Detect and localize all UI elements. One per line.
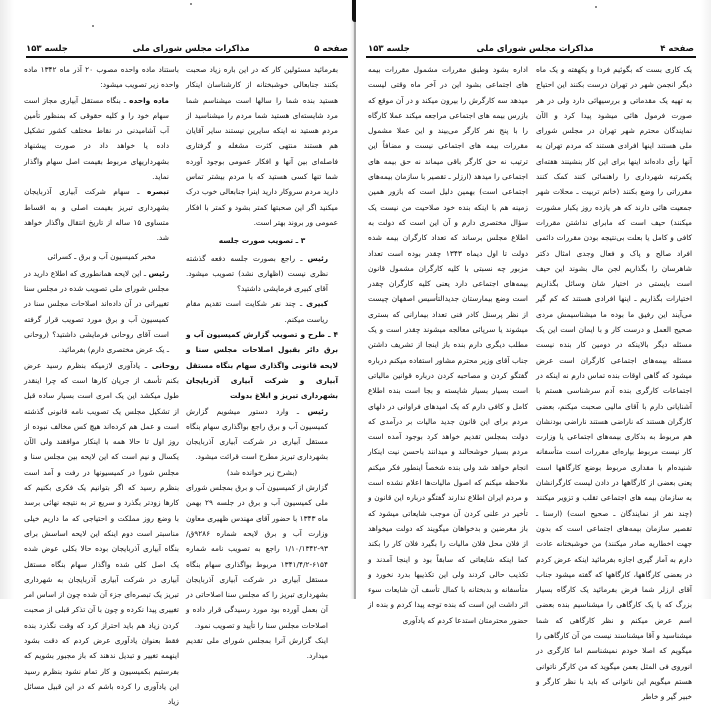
committee-report: گزارش از کمیسیون آب و برق بمجلس شورای ملی کمیسیون آب و برق در جلسه ۲۹ بهمن ماه ۱۳۴۳ با حضور آقای مهندس ظهیری معاون وزارت آب و برق لایحه شماره ۹۲۸۶ق/۹۳-۱/۱۰/۱۳۴۲ راجع به تصویب نامه شماره ۶۱۵۴-۱۳۴۱/۴/۲ مربوط بواگذاری سهام بنگاه مستقل آبیاری در شرکت آبیاری آذربایجان بشهرداری تبریز را که مجلس سنا اصلاحاتی در آن بعمل آورده بود مورد رسیدگی قرار داده و اصلاحات مجلس سنا را تأیید و تصویب نمود.: [186, 483, 329, 630]
left-page-column-left: [24, 62, 179, 709]
header-rule: [366, 56, 696, 58]
scan-speck: [190, 3, 192, 5]
scan-speck: [595, 6, 597, 8]
page-edge-shadow: [701, 0, 711, 599]
speaker-name: روحانی: [151, 360, 179, 370]
page-number: صفحه ۴: [660, 44, 694, 54]
right-page-header: [368, 40, 694, 54]
note-label: تبصره: [146, 187, 169, 197]
paragraph: بفرمائید مسئولین کار که در این باره زیاد صحبت بکنند جنابعالی خوشبختانه از کارشناسان اینکار هستید بنده شما را سالها است میشناسم شما مرد شایسته‌ای هستید شما مردم را میشناسید از مردم هستید نه اینکه سایرین نیستند سایر آقایان هم هستند منتهی کثرت مشغله و گرفتاری فاصله‌ای بین آنها و افکار عمومی بوجود آورده شما تنها کسی هستید که با مردم بیشتر تماس دارید مردم سروکار دارید اینرا جنابعالی خوب درک میکنید اگر این صحبتها کمتر بشود و کمتر با افکار عمومی ور بروند بهتر است.: [186, 65, 338, 227]
speaker-name: کبیری: [306, 299, 328, 309]
header-rule: [26, 56, 348, 58]
right-page-column-right: [536, 62, 692, 704]
speech: [186, 404, 338, 465]
speech-text: ـ این لایحه همانطوری که اطلاع دارید در مجلس شورای ملی تصویب شده در مجلس سنا تغییراتی در آن داده‌اند اصلاحات مجلس سنا در کمیسیون آب و برق مورد تصویب قرار گرفته است آقای روحانی فرمایشی داشتید؟ (روحانی ـ یک عرض مختصری دارم) بفرمائید.: [24, 268, 169, 355]
paragraph: یک کاری بست که بگوئیم فردا و یکهفته و یک ماه دیگر انجمن شهر در تهران درست بکنند این احتیاج به تهیه یک مقدماتی و بررسیهائی دارد ولی در هر صورت فرمول هائی میشود پیدا کرد و الآن نمایندگان محترم شهر تهران در مجلس شورای ملی هستند اینها افرادی هستند که مردم تهران به آنها رأی داده‌اند اینها برای این کار بنشینند هفته‌ای یکمرتبه شهرداری را راهنمائی کنند کمک کنند مقرراتی را وضع بکنند (خانم تربیت ـ محلات شهر جمعیت هائی دارند که هر یازده روز یکبار مشورت میکنند) حیف است که مابرای نداشتن مقررات کافی و کامل یا بعلت بی‌نتیجه بودن مقررات دائمی افراد صالح و پاک و فعال وجدی امثال دکتر شاهرسان را بگذاریم لجن مال بشوند این حیف است بایستی در اختیار شان وسائل بگذاریم اختیارات بگذاریم ـ اینها افرادی هستند که کم گیر می‌آیند این رفیق ما بوده ما میشناسیمش مردی صحیح العمل و درست کار و با ایمان است این یک مسئله دیگر بالاینکه در دومین کار بنده نیست مسئله بیمه‌های اجتماعی کارگران است عرض میشود که گاهی اوقات بنده تماس دارم نه اینکه در اجتماعات کارگری بنده آدم سرشناسی هستم با آشنایانی دارم با آقای مالیی صحبت میکنم، بعضی کارگران هستند که ناراضی هستند ناراضی بودنشان هم مربوط به بدکاری بیمه‌های اجتماعی یا وزارت کار نیست مربوط بپاره‌ای مقررات است متأسفانه شنیده‌ام با مقداری مربوط بوضع کارگاهها است یعنی بعضی از کارگاهها در دادن لیست کارگرانشان به سازمان بیمه های اجتماعی تقلب و تزویر میکنند (چند نفر از نمایندگان ـ صحیح است) (ارسنا ـ تقصیر سازمان بیمه‌های اجتماعی است که بدون جهت اخطاریه صادر میکنند) من خوشبختانه عادت دارم به آمار گیری اجازه بفرمائید اینکه عرض کردم در بعضی کارگاهها، کارگاهها که گفته میشود جناب آقای ارزلر شما فرض بفرمائید یک کارگاه بسیار بزرگ که یا یک کارگاهی را میشناسیم بنده بعضی اسم عرض میکنم و نظر کارگاهی که شما میشناسید و آقا میشناسند نیست من آن کارگاهی را میگویم که اصلا خودم نمیشناسم اما کارگری در انوروی فی المثل بعمن میگوید که من کارگر ناتوانی هستم میگویم این ناتوانی که باید با نظر کارگر و خبیر گیر و خاطر: [536, 65, 692, 702]
speech: [24, 358, 179, 709]
article: [24, 93, 179, 185]
left-page-column-right: [186, 62, 338, 664]
speaker-name: رئیس: [148, 268, 169, 278]
session-number: جلسه ۱۵۳: [26, 44, 68, 54]
running-title: مذاکرات مجلس شورای ملی: [132, 44, 250, 54]
speech: [24, 266, 179, 358]
section-heading: ۳ ـ تصویب صورت جلسه: [218, 236, 306, 246]
note-text: ـ سهام شرکت آبیاری آذربایجان بشهرداری تبریز بقیمت اصلی و به اقساط متساوی ۱۵ ساله از تاریخ انتقال واگذار خواهد شد.: [24, 187, 169, 243]
rapporteur-line: مخبر کمیسیون آب و برق ـ کسرائی: [47, 251, 156, 261]
speech-text: ـ راجع بصورت جلسه دفعه گذشته نظری نیست (اظهاری نشد) تصویب میشود. آقای کبیری فرمایشی داشتید؟: [186, 253, 328, 294]
speaker-name: رئیس: [307, 406, 328, 416]
speech-text: ـ یادآوری لازمیکه بنظرم رسید عرض بکنم تأسف از جریان کارها است که چرا اینقدر طول میکشد این یک امری است بسیار ساده قبل از تشکیل مجلس یک تصویب نامه قانونی گذشته است و عمل هم کرده‌اند هیچ کس مخالف نبوده از روز اول تا حالا همه با اینکار موافقند ولی الآن یکسال و نیم است که این لایحه بین مجلس سنا و مجلس شورا در کمیسیونها در رفت و آمد است بنظرم رسید که اگر بتوانیم یک فکری بکنیم که کارها زودتر بگذرد و سریع تر به نتیجه نهائی برسد با وضع روز مملکت و احتیاجی که ما داریم خیلی مناسبتر است دوم اینکه این لایحه اساسش برای بنگاه آبیاری آذربایجان بوده حالا بکلی عوض شده یک اصل کلی شده واگذار سهام بنگاه مستقل آبیاری در شرکت آبیاری آذربایجان به شهرداری تبریز یک تبصره‌ای جزء آن شده چون از اساس امر تغییری پیدا نکرده و چون با آن تذکر قبلی از صحبت کردن زیاد هم باید احتراز کرد که وقت نگذرد بنده فقط بعنوان یادآوری عرض کردم که دقت بشود اینهمه تغییر و تبدیل ندهند که باز مجبور بشویم که بفرستیم بکمیسیون و کار تمام نشود بنظرم رسید این یادآوری را کرده باشم که در این قبیل مسائل زیاد: [24, 360, 179, 707]
speech: [186, 296, 338, 327]
article-label: ماده واحده: [129, 95, 169, 105]
right-page: [356, 0, 711, 702]
speech-text: ـ وارد دستور میشویم گزارش کمیسیون آب و برق راجع بواگذاری سهام بنگاه مستقل آبیاری در شرکت آبیاری آذربایجان بشهرداری تبریز مطرح است قرائت میشود.: [186, 406, 328, 462]
reading-note: (بشرح زیر خوانده شد): [226, 467, 298, 477]
page-number: صفحه ۵: [314, 44, 348, 54]
left-page: [0, 0, 355, 707]
session-number: جلسه ۱۵۳: [368, 44, 410, 54]
scan-speck: [92, 25, 94, 27]
speech: [186, 251, 338, 297]
paragraph: باستناد ماده واحده مصوب ۲۰ آذر ماه ۱۳۴۲ ماده واحده زیر تصویب میشود:: [24, 65, 179, 90]
closing-line: اینک گزارش آنرا بمجلس شورای ملی تقدیم میدارد.: [186, 635, 328, 661]
speaker-name: رئیس: [307, 253, 328, 263]
article-text: ـ بنگاه مستقل آبیاری مجاز است سهام خود را و کلیه حقوقی که بمنظور تأمین آب آشامیدنی در نقاط مختلف کشور تشکیل داده یا خواهد داد در صورت پیشنهاد بشهرداریهای مربوط بقیمت اصل سهام واگذار نماید.: [24, 95, 169, 182]
page-edge-shadow: [0, 0, 14, 599]
paragraph: اداره بشود وطبق مقررات مشمول مقررات بیمه های اجتماعی بشود این در آخر ماه وقتی لیست میدهد سه کارگرش را بیرون میکند و در آن موقع که بازرس بیمه های اجتماعی مراجعه میکند عملا کارگاه را با پنج نفر کارگر می‌بیند و این عملا مشمول مقررات بیمه های اجتماعی نیست و مضافاً این ترتیب نه حق کارگر باقی میماند نه حق بیمه های اجتماعی را میدهد (ارزلر ـ تقصیر با سازمان بیمه‌های اجتماعی است) بهمین دلیل است که بازور همین زمینه هم با اینکه بنده خود صلاحیت من نیست یک سؤال مختصری دارم و آن این است که دولت به اطلاع مجلس برساند که تعداد کارگران بیمه شده دولت تا اول دیماه ۱۳۴۳ چقدر بوده است تعداد مزبور چه نسبتی با کلیه کارگران مشمول قانون بیمه‌های اجتماعی دارد یعنی کلیه کارگران چقدر است وضع بیمارستان جدیدالتأسیس اصفهان چیست از نظر پرسنل کادر فنی تعداد بیمارانی که بستری میشوند یا سرپائی معالجه میشوند چقدر است و یک مطلب دیگری دارم بنده باز اینجا از تشریف داشتن جناب آقای وزیر محترم مشاور استفاده میکنم درباره گفتگو کردن و مصاحبه کردن درباره قوانین مالیاتی است بسیار بسیار شایسته و بجا است بنده اطلاع کامل و کافی دارم که یک امیدهای فراوانی در دلهای مردم برای این قانون جدید مالیات بر درآمدی که دولت بمجلس تقدیم خواهد کرد بوجود آمده است مردم بسیار خوشحالند و میدانند باحسن نیت اینکار انجام خواهد شد ولی بنده شخصاً اینطور فکر میکنم ملاحظه میکنم که اصول مالیات‌ها اعلام نشده است و مردم ایران اطلاع ندارند گفتگو درباره این قانون و تأخیر در علنی کردن آن موجب شایعاتی میشود که باز مغرضین و بدخواهان میگویند که دولت میخواهد از فلان محل فلان مالیات را بگیرد فلان کار را بکند کما اینکه شایعاتی که سابقاً بود و اینجا آمدند و تکذیب حالی کردند ولی این تکذیبها بدرد نخورد و متأسفانه و بدبختانه با کمال تأسف آن شایعات سوء اثر داشت این است که بنده توجه پیدا کردم و بنده از حضور محترمتان استدعا کردم که یادآوری: [368, 65, 528, 625]
section-heading: ۴ ـ طرح و تصویب گزارش کمیسیون آب و برق دائر بقبول اصلاحات مجلس سنا و لایحه قانونی واگذاری سهام بنگاه مستقل آبیاری و شرکت آبیاری آذربایجان بشهرداری تبریز و ابلاغ بدولت: [186, 330, 338, 401]
speech-text: ـ چند نفر شکایت است تقدیم مقام ریاست میکنم.: [186, 299, 328, 324]
note: [24, 184, 179, 245]
running-title: مذاکرات مجلس شورای ملی: [476, 44, 594, 54]
right-page-column-left: [368, 62, 528, 628]
left-page-header: [26, 40, 348, 54]
